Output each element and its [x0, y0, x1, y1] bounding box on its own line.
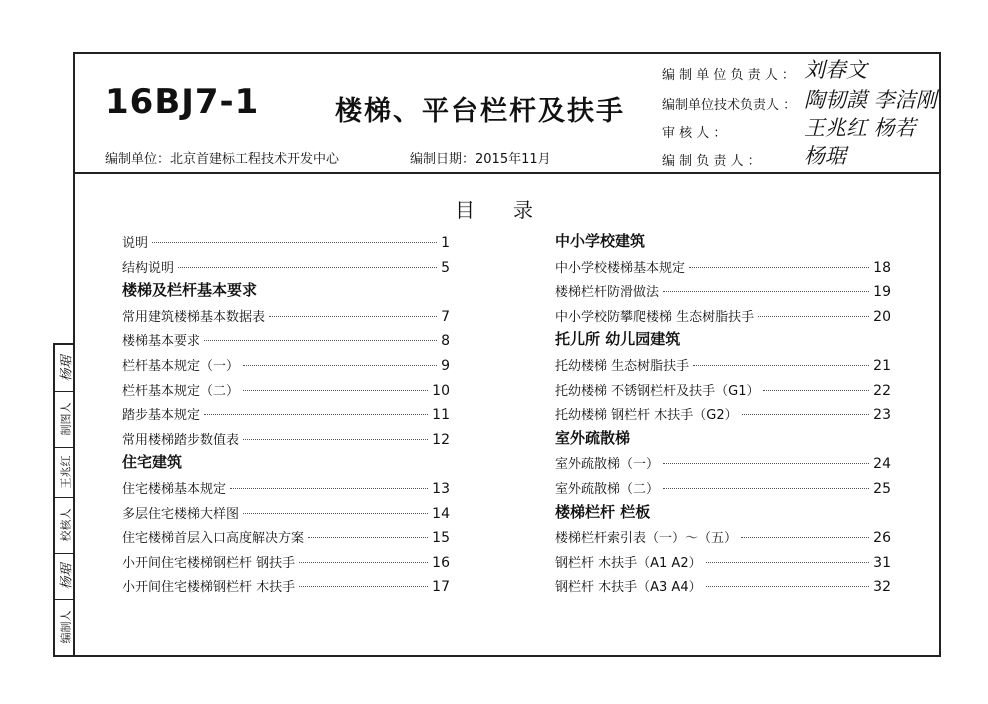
role-label: 编 制 负 责 人 ： — [662, 154, 761, 169]
toc-page-number: 13 — [432, 481, 450, 497]
dot-leader — [243, 439, 428, 440]
toc-page-number: 18 — [873, 259, 891, 276]
sidebar-label — [55, 497, 75, 554]
dot-leader — [204, 414, 428, 415]
toc-entry[interactable] — [555, 404, 891, 426]
toc-entry[interactable] — [122, 478, 450, 500]
toc-entry[interactable] — [122, 306, 450, 328]
compiling-unit: 编制单位：北京首建标工程技术开发中心 — [105, 152, 340, 167]
dot-leader — [689, 267, 869, 268]
toc-entry[interactable] — [555, 527, 891, 549]
toc-entry-title: 小开间住宅楼梯钢栏杆 木扶手 — [122, 580, 296, 596]
toc-entry[interactable] — [122, 355, 450, 377]
toc-entry[interactable] — [555, 355, 891, 377]
toc-page-number: 12 — [432, 431, 450, 448]
dot-leader — [706, 586, 870, 587]
toc-entry-title: 托幼楼梯 生态树脂扶手 — [555, 359, 690, 374]
role-label: 编制单位技术负责人 ： — [662, 98, 797, 113]
dot-leader — [243, 513, 428, 514]
toc-page-number: 17 — [432, 579, 450, 596]
toc-entry-title: 踏步基本规定 — [122, 408, 201, 424]
sidebar-signature — [55, 345, 75, 392]
toc-page-number: 24 — [873, 456, 891, 473]
signature-sidebar — [53, 343, 75, 657]
toc-entry-title: 楼梯基本要求 — [122, 334, 201, 350]
dot-leader — [763, 390, 869, 391]
toc-entry[interactable] — [555, 478, 891, 500]
dot-leader — [758, 316, 869, 317]
dot-leader — [269, 316, 437, 317]
dot-leader — [742, 414, 870, 415]
toc-entry-title: 小开间住宅楼梯钢栏杆 钢扶手 — [122, 555, 296, 571]
dot-leader — [693, 365, 869, 366]
role-unit-head — [662, 58, 867, 83]
toc-page-number: 7 — [441, 308, 450, 325]
toc-entry[interactable] — [122, 330, 450, 352]
toc-entry[interactable] — [122, 232, 450, 254]
toc-entry[interactable] — [555, 552, 891, 574]
toc-entry[interactable] — [555, 306, 891, 328]
toc-page-number: 11 — [432, 407, 450, 424]
toc-page-number: 1 — [441, 235, 450, 251]
toc-page-number: 22 — [873, 382, 891, 399]
toc-section-heading: 楼梯及栏杆基本要求 — [122, 281, 258, 300]
toc-entry-title: 多层住宅楼梯大样图 — [122, 506, 240, 522]
dot-leader — [243, 365, 437, 366]
compiling-date: 编制日期：2015年11月 — [410, 152, 551, 167]
toc-section-heading: 住宅建筑 — [122, 453, 183, 472]
toc-page-number: 32 — [873, 579, 891, 596]
dot-leader — [663, 463, 869, 464]
toc-section-heading: 托儿所 幼儿园建筑 — [555, 330, 681, 349]
toc-entry-title: 说明 — [122, 236, 149, 251]
toc-page-number: 19 — [873, 284, 891, 301]
toc-entry[interactable] — [122, 380, 450, 402]
dot-leader — [741, 537, 869, 538]
dot-leader — [706, 562, 870, 563]
dot-leader — [299, 562, 428, 563]
toc-entry[interactable] — [555, 257, 891, 279]
dot-leader — [308, 537, 428, 538]
toc-page-number: 14 — [432, 505, 450, 522]
sidebar-text: 杨琚 — [59, 354, 75, 382]
header-divider — [73, 172, 941, 174]
role-tech-head — [662, 88, 937, 113]
toc-entry[interactable] — [555, 380, 891, 402]
toc-section-heading: 楼梯栏杆 栏板 — [555, 502, 651, 521]
toc-page-number: 8 — [441, 333, 450, 350]
sidebar-text: 杨琚 — [59, 562, 75, 590]
toc-page-number: 16 — [432, 554, 450, 571]
toc-entry-title: 室外疏散梯（一） — [555, 457, 660, 473]
toc-entry-title: 常用建筑楼梯基本数据表 — [122, 309, 266, 325]
toc-page-number: 20 — [873, 308, 891, 325]
dot-leader — [663, 291, 869, 292]
toc-entry-title: 常用楼梯踏步数值表 — [122, 432, 240, 448]
sidebar-label — [55, 447, 75, 498]
toc-section-heading: 中小学校建筑 — [555, 232, 646, 250]
toc-page-number: 9 — [441, 358, 450, 374]
toc-entry[interactable] — [122, 429, 450, 451]
toc-entry-title: 钢栏杆 木扶手（A1 A2） — [555, 555, 702, 571]
sidebar-text: 编制人 — [59, 610, 72, 644]
toc-entry-title: 室外疏散梯（二） — [555, 482, 660, 497]
toc-page-number: 15 — [432, 530, 450, 547]
toc-entry-title: 托幼楼梯 不锈钢栏杆及扶手（G1） — [555, 383, 760, 399]
toc-entry-title: 住宅楼梯基本规定 — [122, 482, 227, 497]
role-label: 审 核 人 ： — [662, 126, 727, 141]
toc-entry[interactable] — [555, 281, 891, 303]
toc-entry-title: 栏杆基本规定（二） — [122, 383, 240, 399]
toc-entry[interactable] — [122, 503, 450, 525]
sidebar-label — [55, 599, 75, 655]
sidebar-text: 王兆红 — [59, 455, 72, 489]
dot-leader — [204, 340, 437, 341]
signature: 陶韧謨 李洁刚 — [804, 88, 937, 112]
toc-page-number: 10 — [432, 382, 450, 399]
toc-entry[interactable] — [122, 552, 450, 574]
toc-entry[interactable] — [122, 576, 450, 598]
toc-entry[interactable] — [122, 257, 450, 279]
atlas-title: 楼梯、平台栏杆及扶手 — [335, 96, 625, 127]
toc-entry-title: 住宅楼梯首层入口高度解决方案 — [122, 531, 305, 547]
role-reviewer — [662, 116, 916, 141]
toc-entry[interactable] — [122, 527, 450, 549]
toc-entry-title: 栏杆基本规定（一） — [122, 359, 240, 374]
sidebar-text: 校核人 — [59, 508, 72, 542]
atlas-code: 16BJ7-1 — [105, 82, 260, 122]
dot-leader — [299, 586, 428, 587]
dot-leader — [663, 488, 869, 489]
toc-page-number: 21 — [873, 358, 891, 374]
dot-leader — [152, 242, 437, 243]
sidebar-label — [55, 391, 75, 448]
toc-entry-title: 中小学校楼梯基本规定 — [555, 260, 686, 276]
dot-leader — [243, 390, 428, 391]
role-compiler — [662, 144, 846, 169]
toc-page-number: 26 — [873, 530, 891, 547]
toc-page-number: 31 — [873, 554, 891, 571]
toc-entry-title: 楼梯栏杆索引表（一）～（五） — [555, 531, 738, 547]
sidebar-signature — [55, 553, 75, 600]
dot-leader — [230, 488, 428, 489]
signature: 刘春文 — [804, 58, 867, 82]
sidebar-text: 制图人 — [59, 402, 72, 436]
toc-entry[interactable] — [555, 576, 891, 598]
role-label: 编 制 单 位 负 责 人 ： — [662, 68, 795, 83]
toc-section-heading: 室外疏散梯 — [555, 428, 631, 447]
toc-page-number: 5 — [441, 259, 450, 276]
toc-entry-title: 中小学校防攀爬楼梯 生态树脂扶手 — [555, 309, 755, 325]
toc-entry[interactable] — [122, 404, 450, 426]
toc-page-number: 25 — [873, 481, 891, 497]
toc-entry[interactable] — [555, 453, 891, 475]
signature: 杨琚 — [804, 144, 846, 168]
toc-heading: 目录 — [455, 198, 571, 222]
signature: 王兆红 杨若 — [804, 116, 916, 140]
toc-entry-title: 托幼楼梯 钢栏杆 木扶手（G2） — [555, 408, 738, 424]
toc-entry-title: 钢栏杆 木扶手（A3 A4） — [555, 580, 702, 596]
toc-entry-title: 楼梯栏杆防滑做法 — [555, 285, 660, 301]
toc-page-number: 23 — [873, 407, 891, 424]
toc-entry-title: 结构说明 — [122, 260, 175, 276]
dot-leader — [178, 267, 437, 268]
